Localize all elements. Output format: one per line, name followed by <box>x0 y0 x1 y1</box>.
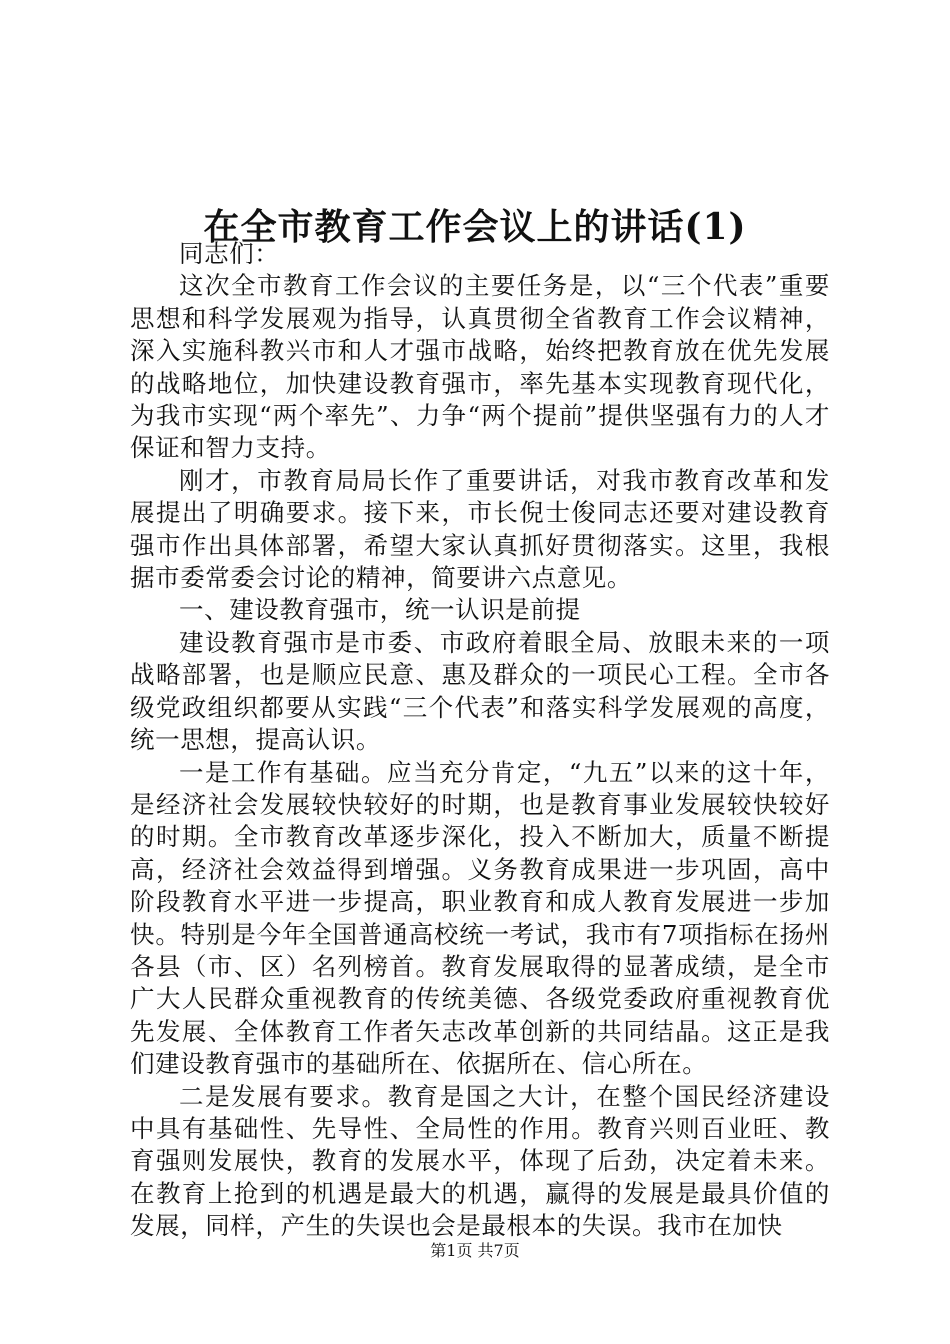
paragraph-context: 刚才，市教育局局长作了重要讲话，对我市教育改革和发展提出了明确要求。接下来，市长倪士俊同志还要对建设教育强市作出具体部署，希望大家认真抓好贯彻落实。这里，我根据市委常委会讨论的精神，简要讲六点意见。 <box>130 465 830 593</box>
salutation: 同志们： <box>179 239 280 268</box>
paragraph-intro: 这次全市教育工作会议的主要任务是，以“三个代表”重要思想和科学发展观为指导，认真贯彻全省教育工作会议精神，深入实施科教兴市和人才强市战略，始终把教育放在优先发展的战略地位，加快建设教育强市，率先基本实现教育现代化，为我市实现“两个率先”、力争“两个提前”提供坚强有力的人才保证和智力支持。 <box>130 271 830 463</box>
page-footer: 第1页 共7页 <box>430 1241 520 1260</box>
document-body <box>130 238 830 1243</box>
paragraph-section-1: 建设教育强市是市委、市政府着眼全局、放眼未来的一项战略部署，也是顺应民意、惠及群众的一项民心工程。全市各级党政组织都要从实践“三个代表”和落实科学发展观的高度，统一思想，提高认识。 <box>130 627 830 755</box>
document-title: 在全市教育工作会议上的讲话(1) <box>203 206 747 249</box>
section-heading-1: 一、建设教育强市，统一认识是前提 <box>179 595 581 625</box>
paragraph-point-2: 二是发展有要求。教育是国之大计，在整个国民经济建设中具有基础性、先导性、全局性的作用。教育兴则百业旺、教育强则发展快，教育的发展水平，体现了后劲，决定着未来。在教育上抢到的机遇是最大的机遇，赢得的发展是最具价值的发展，同样，产生的失误也会是最根本的失误。我市在加快 <box>130 1081 830 1241</box>
paragraph-point-1: 一是工作有基础。应当充分肯定，“九五”以来的这十年，是经济社会发展较快较好的时期，也是教育事业发展较快较好的时期。全市教育改革逐步深化，投入不断加大，质量不断提高，经济社会效益得到增强。义务教育成果进一步巩固，高中阶段教育水平进一步提高，职业教育和成人教育发展进一步加快。特别是今年全国普通高校统一考试，我市有7项指标在扬州各县（市、区）名列榜首。教育发展取得的显著成绩，是全市广大人民群众重视教育的传统美德、各级党委政府重视教育优先发展、全体教育工作者矢志改革创新的共同结晶。这正是我们建设教育强市的基础所在、依据所在、信心所在。 <box>130 757 830 1079</box>
